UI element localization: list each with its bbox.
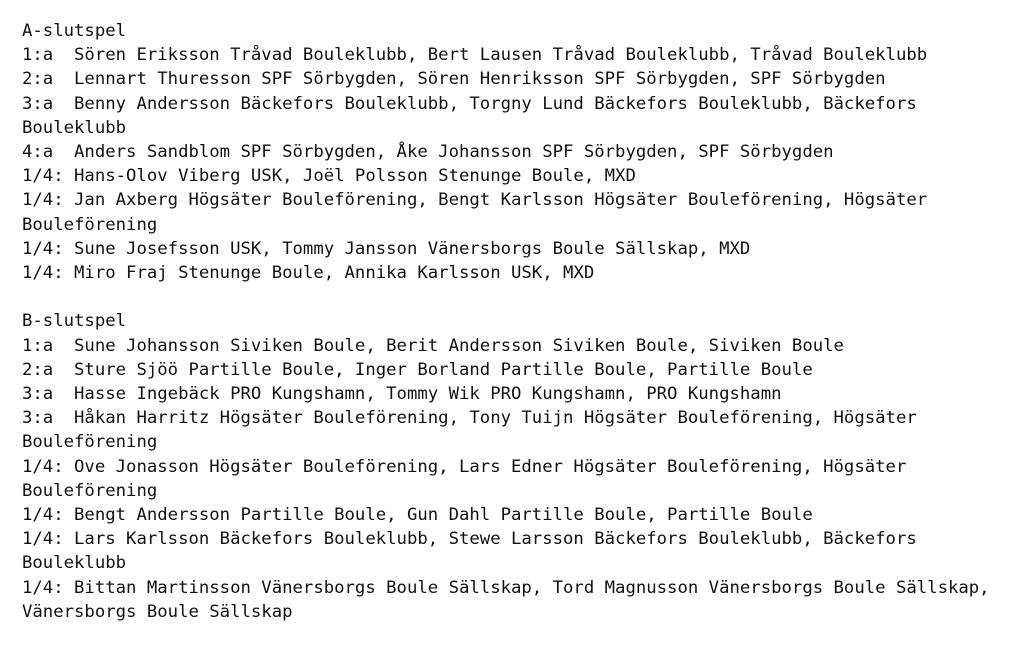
result-entry: 1/4: Miro Fraj Stenunge Boule, Annika Karlsson USK, MXD xyxy=(22,263,595,284)
result-entry: 3:a Håkan Harritz Högsäter Bouleförening, Tony Tuijn Högsäter Bouleförening, Högsäter Bouleförening xyxy=(22,408,928,453)
result-entry: 1/4: Lars Karlsson Bäckefors Bouleklubb, Stewe Larsson Bäckefors Bouleklubb, Bäckefors Bouleklubb xyxy=(22,529,928,574)
result-entry: 2:a Sture Sjöö Partille Boule, Inger Borland Partille Boule, Partille Boule xyxy=(22,359,813,380)
result-entry: 1:a Sune Johansson Siviken Boule, Berit Andersson Siviken Boule, Siviken Boule xyxy=(22,335,844,356)
result-entry: 3:a Benny Andersson Bäckefors Bouleklubb, Torgny Lund Bäckefors Bouleklubb, Bäckefors Bouleklubb xyxy=(22,93,928,138)
result-entry: 1/4: Bittan Martinsson Vänersborgs Boule Sällskap, Tord Magnusson Vänersborgs Boule Sällskap, Vänersborgs Boule Sällskap xyxy=(22,577,1000,622)
result-entry: 1/4: Sune Josefsson USK, Tommy Jansson Vänersborgs Boule Sällskap, MXD xyxy=(22,238,751,259)
section-heading: A-slutspel xyxy=(22,21,127,41)
result-entry: 1:a Sören Eriksson Tråvad Bouleklubb, Bert Lausen Tråvad Bouleklubb, Tråvad Bouleklubb xyxy=(22,45,928,66)
result-entry: 1/4: Ove Jonasson Högsäter Bouleförening, Lars Edner Högsäter Bouleförening, Högsäter Bouleförening xyxy=(22,456,917,501)
result-entry: 4:a Anders Sandblom SPF Sörbygden, Åke Johansson SPF Sörbygden, SPF Sörbygden xyxy=(22,142,834,163)
section-heading: B-slutspel xyxy=(22,311,127,332)
result-entry: 2:a Lennart Thuresson SPF Sörbygden, Sören Henriksson SPF Sörbygden, SPF Sörbygden xyxy=(22,69,886,90)
result-entry: 1/4: Hans-Olov Viberg USK, Joël Polsson Stenunge Boule, MXD xyxy=(22,166,636,187)
result-entry: 1/4: Bengt Andersson Partille Boule, Gun Dahl Partille Boule, Partille Boule xyxy=(22,505,813,526)
result-entry: 1/4: Jan Axberg Högsäter Bouleförening, Bengt Karlsson Högsäter Bouleförening, Högsäter Bouleförening xyxy=(22,190,938,235)
section-b xyxy=(22,309,1012,624)
results-document xyxy=(22,19,1012,624)
section-a xyxy=(22,19,1012,285)
section-spacer xyxy=(22,285,1012,309)
result-entry: 3:a Hasse Ingebäck PRO Kungshamn, Tommy Wik PRO Kungshamn, PRO Kungshamn xyxy=(22,384,782,405)
